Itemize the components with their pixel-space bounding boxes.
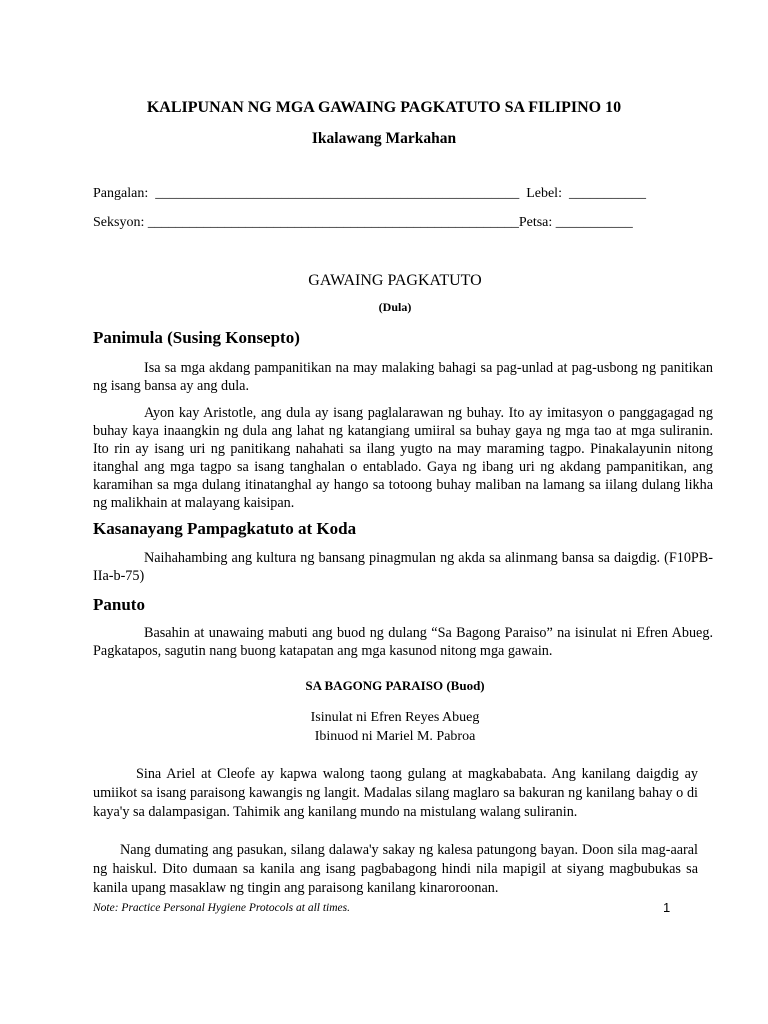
panimula-paragraph-1: Isa sa mga akdang pampanitikan na may malaking bahagi sa pag-unlad at pag-usbong ng panitikan ng isang bansa ay ang dula.	[93, 360, 713, 394]
activity-subtitle: (Dula)	[378, 300, 412, 314]
panuto-heading: Panuto	[93, 595, 145, 614]
seksyon-field[interactable]: Seksyon: _____________________________________________________Petsa: ___________	[93, 215, 633, 230]
story-summarizer: Ibinuod ni Mariel M. Pabroa	[314, 729, 476, 744]
story-title: SA BAGONG PARAISO (Buod)	[305, 678, 485, 693]
story-author: Isinulat ni Efren Reyes Abueg	[310, 710, 480, 725]
panimula-heading: Panimula (Susing Konsepto)	[93, 328, 300, 347]
story-paragraph-1: Sina Ariel at Cleofe ay kapwa walong taong gulang at magkababata. Ang kanilang daigdig ay umiikot sa isang paraisong kawangis ng langit. Madalas silang maglaro sa bakuran ng kanilang bahay o di kaya'y sa dalampasigan. Tahimik ang kanilang mundo na mistulang walang suliranin.	[93, 766, 698, 820]
page-number: 1	[663, 900, 671, 915]
panimula-paragraph-2: Ayon kay Aristotle, ang dula ay isang paglalarawan ng buhay. Ito ay imitasyon o panggagagad ng buhay kaya inaangkin ng dula ang lahat ng katangiang umiiral sa buhay gaya ng mga tao at mga suliranin. Ito rin ay isang uri ng panitikang nahahati sa ilang yugto na may maraming tagpo. Pinakalayunin nitong itanghal ang mga tagpo sa isang tanghalan o entablado. Gaya ng ibang uri ng akdang pampanitikan, ang karamihan sa mga dulang itinatanghal ay hango sa totoong buhay maliban na lamang sa iilang dulang likha ng malikhain at malayang kaisipan.	[93, 405, 713, 511]
document-title: KALIPUNAN NG MGA GAWAING PAGKATUTO SA FILIPINO 10	[146, 99, 622, 116]
footer-note: Note: Practice Personal Hygiene Protocols at all times.	[93, 902, 350, 914]
kasanayan-paragraph: Naihahambing ang kultura ng bansang pinagmulan ng akda sa alinmang bansa sa daigdig. (F10PB-IIa-b-75)	[93, 550, 713, 584]
activity-title: GAWAING PAGKATUTO	[308, 272, 482, 289]
story-paragraph-2: Nang dumating ang pasukan, silang dalawa'y sakay ng kalesa patungong bayan. Doon sila mag-aaral ng haiskul. Dito dumaan sa kanila ang isang pagbabagong hindi nila mapigil at siyang magbubukas sa kanila upang masaklaw ng tingin ang paraisong kanilang kinaroroonan.	[93, 842, 698, 896]
panuto-paragraph: Basahin at unawaing mabuti ang buod ng dulang “Sa Bagong Paraiso” na isinulat ni Efren Abueg. Pagkatapos, sagutin nang buong katapatan ang mga kasunod nitong mga gawain.	[93, 625, 713, 659]
pangalan-field[interactable]: Pangalan: ____________________________________________________ Lebel: ___________	[93, 186, 646, 201]
kasanayan-heading: Kasanayang Pampagkatuto at Koda	[93, 519, 357, 538]
document-subtitle: Ikalawang Markahan	[311, 130, 457, 147]
